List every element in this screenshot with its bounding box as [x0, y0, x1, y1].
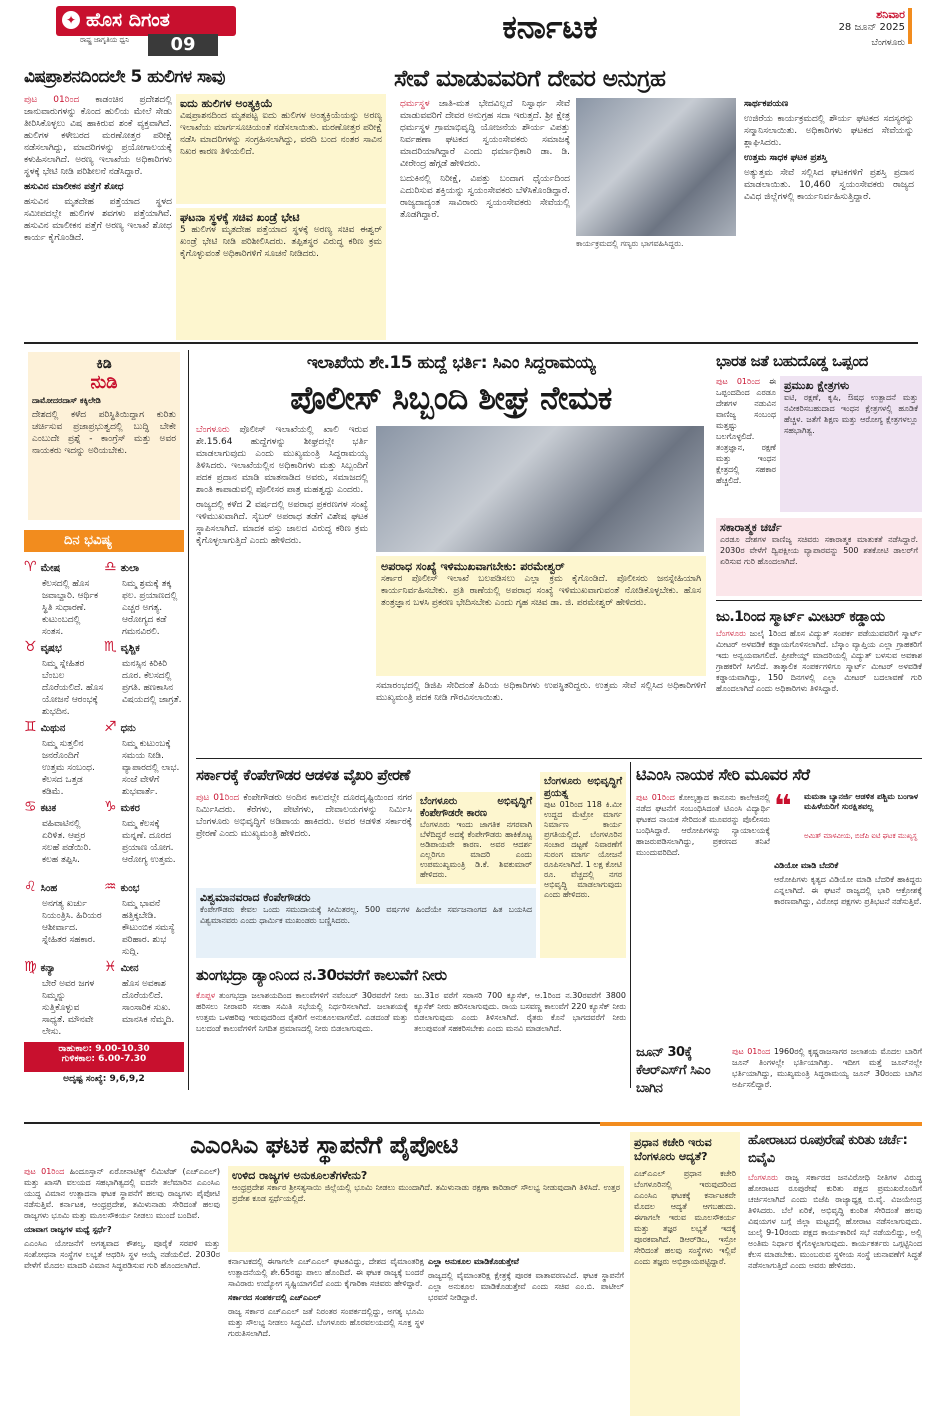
kempegowda-dateline: ಪುಟ 01ರಿಂದ	[196, 793, 240, 803]
meter-headline: ಜು.1ರಿಂದ ಸ್ಮಾರ್ಟ್ ಮೀಟರ್ ಕಡ್ಡಾಯ	[716, 609, 885, 625]
kidi-author: ದಾಮೋದರದಾಸ್ ಕಕ್ಕಿಲೇಡಿ	[32, 396, 101, 405]
tiger-body: ಕಾಡಂಚಿನ ಪ್ರದೇಶದಲ್ಲಿ ಜಾನುವಾರುಗಳನ್ನು ಕೊಂದ ಹುಲಿಯ ಮೇಲೆ ಸೇಡು ತೀರಿಸಿಕೊಳ್ಳಲು ವಿಷ ಹಾಕಿರುವ ಶಂಕೆ ವ್ಯಕ್ತವಾಗಿದೆ. ಹುಲಿಗಳ ಕಳೇಬರದ ಮರಣೋತ್ತರ ಪರೀಕ್ಷೆ ನಡೆಸಲಾಗಿದ್ದು, ಮಾದರಿಗಳನ್ನು ಪ್ರಯೋಗಾಲಯಕ್ಕೆ ಕಳುಹಿಸಲಾಗಿದೆ. ಅರಣ್ಯ ಇಲಾಖೆಯ ಅಧಿಕಾರಿಗಳು ಸ್ಥಳಕ್ಕೆ ಭೇಟಿ ನೀಡಿ ಪರಿಶೀಲನೆ ನಡೆಸಿದ್ದಾರೆ.	[24, 95, 172, 177]
emc-box-title: ಉಳಿದ ರಾಜ್ಯಗಳ ಅನುಕೂಲತೆಗಳೇನು?	[232, 1169, 368, 1182]
sign-sagittarius: ♐ ಧನು ನಿಮ್ಮ ಕುಟುಂಬಕ್ಕೆ ಸಮಯ ನೀಡಿ. ವ್ಯಾಪಾರದಲ್ಲಿ ಲಾಭ. ಸಂಜೆ ವೇಳೆಗೆ ಶುಭವಾರ್ತೆ.	[104, 719, 180, 796]
seva-photo-caption	[576, 238, 736, 338]
seva-body2: ಬದುಕಿನಲ್ಲಿ ನಿರೀಕ್ಷೆ, ವಿಪತ್ತು ಬಂದಾಗ ಧೈರ್ಯದಿಂದ ಎದುರಿಸುವ ಶಕ್ತಿಯನ್ನು ಸ್ವಯಂಸೇವಕರು ಬೆಳೆಸಿಕೊಂಡಿದ್ದಾರೆ. ರಾಜ್ಯದಾದ್ಯಂತ ಸಾವಿರಾರು ಸ್ವಯಂಸೇವಕರು ಸೇವೆಯಲ್ಲಿ ತೊಡಗಿದ್ದಾರೆ.	[400, 174, 570, 220]
seva-subhead1: ಸಾರ್ಥಕಪಯಣ	[744, 99, 789, 109]
tungabhadra-dateline: ಕೊಪ್ಪಳ	[196, 991, 216, 1000]
bharat-box-sectors	[780, 376, 922, 512]
emc-body2: ಎಎಂಸಿಎ ಯೋಜನೆಗೆ ಅಗತ್ಯವಾದ ಕೌಶಲ್ಯ, ಪೂರೈಕೆ ಸರಪಳಿ ಮತ್ತು ಸಂಶೋಧನಾ ಸಂಸ್ಥೆಗಳ ಲಭ್ಯತೆ ಆಧರಿಸಿ ಸ್ಥಳ ಆಯ್ಕೆ ನಡೆಯಲಿದೆ. 2030ರ ವೇಳೆಗೆ ಮೊದಲ ಮಾದರಿ ವಿಮಾನ ಸಿದ್ಧಪಡಿಸುವ ಗುರಿ ಹೊಂದಲಾಗಿದೆ.	[24, 1239, 220, 1270]
tungabhadra-story	[196, 962, 626, 1090]
horoscope-block	[24, 530, 184, 1090]
tungabhadra-body: ತುಂಗಭದ್ರಾ ಜಲಾಶಯದಿಂದ ಕಾಲುವೆಗಳಿಗೆ ನವೆಂಬರ್ 30ರವರೆಗೆ ನೀರು ಹರಿಸಲು ನೀರಾವರಿ ಸಲಹಾ ಸಮಿತಿ ಸಭೆಯಲ್ಲಿ ನಿರ್ಧರಿಸಲಾಗಿದೆ. ಜಲಾಶಯಕ್ಕೆ ಉತ್ತಮ ಒಳಹರಿವು ಇರುವುದರಿಂದ ರೈತರಿಗೆ ಅನುಕೂಲವಾಗಲಿದೆ. ಎಡದಂಡೆ ಮತ್ತು ಬಲದಂಡೆ ಕಾಲುವೆಗಳಿಗೆ ನಿಗದಿತ ಪ್ರಮಾಣದಲ್ಲಿ ನೀರು ಬಿಡಲಾಗುವುದು.	[196, 991, 408, 1033]
meter-text	[716, 628, 922, 694]
kempegowda-box-vishwa	[196, 888, 536, 958]
police-box-title: ಅಪರಾಧ ಸಂಖ್ಯೆ ಇಳಿಮುಖವಾಗಬೇಕು: ಪರಮೇಶ್ವರ್	[381, 560, 565, 573]
bharat-box1-title: ಪ್ರಮುಖ ಕ್ಷೇತ್ರಗಳು	[784, 379, 850, 392]
lamp-icon: ✦	[62, 11, 80, 29]
sign-gemini: ♊ ಮಿಥುನ ನಿಮ್ಮ ಸುತ್ತಲಿನ ಜನರೊಂದಿಗೆ ಉತ್ತಮ ಸಂಬಂಧ. ಕೆಲಸದ ಒತ್ತಡ ಕಡಿಮೆ.	[24, 719, 95, 796]
rahukala-box	[24, 1042, 184, 1072]
kidi-label2: ನುಡಿ	[90, 372, 118, 393]
police-photo	[376, 426, 704, 552]
divider-bharat	[716, 600, 922, 601]
tmc-col1	[636, 792, 770, 1038]
issue-city: ಬೆಂಗಳೂರು	[871, 38, 905, 48]
emc-story	[24, 1128, 624, 1418]
tungabhadra-col1	[196, 990, 408, 1090]
hq-story	[630, 1132, 740, 1416]
horoscope-grid	[24, 556, 184, 1036]
bharat-col1	[716, 376, 776, 516]
leo-icon: ♌	[24, 879, 37, 895]
kempegowda-headline: ಸರ್ಕಾರಕ್ಕೆ ಕೆಂಪೇಗೌಡರ ಆಡಳಿತ ವೈಖರಿ ಪ್ರೇರಣೆ	[196, 766, 410, 784]
bharat-dateline: ಪುಟ 01ರಿಂದ	[716, 377, 760, 386]
tmc-quote-box	[774, 792, 922, 856]
divider-bottom-accent	[600, 1122, 922, 1126]
emc-subhead3: ಎಲ್ಲಾ ಅನುಕೂಲ ಮಾಡಿಕೊಡುತ್ತೇವೆ	[428, 1257, 519, 1266]
tmc-col2	[774, 860, 922, 1038]
scorpio-icon: ♏	[104, 639, 117, 655]
kempegowda-col1	[196, 792, 412, 884]
emc-dateline: ಪುಟ 01ರಿಂದ	[24, 1167, 65, 1176]
tmc-body2: ಆರೋಪಿಗಳು ಕೃತ್ಯದ ವಿಡಿಯೋ ಮಾಡಿ ಬೆದರಿಕೆ ಹಾಕಿದ್ದರು ಎನ್ನಲಾಗಿದೆ. ಈ ಘಟನೆ ರಾಜ್ಯದಲ್ಲಿ ಭಾರಿ ಆಕ್ರೋಶಕ್ಕೆ ಕಾರಣವಾಗಿದ್ದು, ವಿರೋಧ ಪಕ್ಷಗಳು ಪ್ರತಿಭಟನೆ ನಡೆಸುತ್ತಿವೆ.	[774, 875, 922, 906]
kempegowda-box2-title: ವಿಶ್ವಮಾನವರಾದ ಕೆಂಪೇಗೌಡರು	[200, 891, 311, 904]
aries-icon: ♈	[24, 559, 37, 575]
meter-dateline: ಬೆಂಗಳೂರು	[716, 629, 746, 638]
tmc-body: ಕೋಲ್ಕತ್ತಾದ ಕಾನೂನು ಕಾಲೇಜಿನಲ್ಲಿ ನಡೆದ ಘಟನೆಗೆ ಸಂಬಂಧಿಸಿದಂತೆ ಟಿಎಂಸಿ ವಿದ್ಯಾರ್ಥಿ ಘಟಕದ ನಾಯಕ ಸೇರಿದಂತೆ ಮೂವರನ್ನು ಪೊಲೀಸರು ಬಂಧಿಸಿದ್ದಾರೆ. ಆರೋಪಿಗಳನ್ನು ನ್ಯಾಯಾಲಯಕ್ಕೆ ಹಾಜರುಪಡಿಸಲಾಗಿದ್ದು, ಪ್ರಕರಣದ ತನಿಖೆ ಮುಂದುವರಿದಿದೆ.	[636, 793, 770, 857]
june30-dateline: ಪುಟ 01ರಿಂದ	[732, 1047, 771, 1056]
protest-dateline: ಬೆಂಗಳೂರು	[748, 1173, 778, 1182]
taurus-icon: ♉	[24, 639, 37, 655]
divider-right-col	[630, 762, 631, 1088]
sagittarius-icon: ♐	[104, 719, 117, 735]
sign-aquarius: ♒ ಕುಂಭ ನಿಮ್ಮ ಭಾವನೆ ಹತ್ತಿಕ್ಕಬೇಡಿ. ಕೌಟುಂಬಿಕ ಸಮಸ್ಯೆ ಪರಿಹಾರ. ಶುಭ ಸುದ್ದಿ.	[104, 879, 175, 956]
kempegowda-box-progress	[540, 772, 626, 958]
kempegowda-box3-body: ಪುಟ 01ರಿಂದ 118 ಕಿ.ಮೀ ಉದ್ದದ ಮೆಟ್ರೋ ಮಾರ್ಗ ನಿರ್ಮಾಣ ಕಾರ್ಯ ಪ್ರಗತಿಯಲ್ಲಿದೆ. ಬೆಂಗಳೂರಿನ ಸಂಚಾರ ದಟ್ಟಣೆ ನಿವಾರಣೆಗೆ ಸುರಂಗ ಮಾರ್ಗ ಯೋಜನೆ ರೂಪಿಸಲಾಗಿದೆ. 1 ಲಕ್ಷ ಕೋಟಿ ರೂ. ವೆಚ್ಚದಲ್ಲಿ ನಗರ ಅಭಿವೃದ್ಧಿ ಮಾಡಲಾಗುವುದು ಎಂದು ಹೇಳಿದರು.	[544, 800, 622, 899]
police-box-body: ಸರ್ಕಾರ ಪೊಲೀಸ್ ಇಲಾಖೆ ಬಲಪಡಿಸಲು ಎಲ್ಲಾ ಕ್ರಮ ಕೈಗೊಂಡಿದೆ. ಪೊಲೀಸರು ಜನಸ್ನೇಹಿಯಾಗಿ ಕಾರ್ಯನಿರ್ವಹಿಸಬೇಕು. ಪ್ರತಿ ಠಾಣೆಯಲ್ಲಿ ಅಪರಾಧ ಸಂಖ್ಯೆ ಇಳಿಮುಖವಾಗುವಂತೆ ನೋಡಿಕೊಳ್ಳಬೇಕು. ಹೊಸ ತಂತ್ರಜ್ಞಾನ ಬಳಸಿ ಪ್ರಕರಣ ಭೇದಿಸಬೇಕು ಎಂದು ಗೃಹ ಸಚಿವ ಡಾ. ಜಿ. ಪರಮೇಶ್ವರ್ ಹೇಳಿದರು.	[381, 574, 701, 608]
divider-top	[24, 342, 918, 344]
seva-col3	[744, 98, 914, 338]
june30-headline: ಜೂನ್ 30ಕ್ಕೆ ಕೆಆರ್‌ಎಸ್‌ಗೆ ಸಿಎಂ ಬಾಗಿನ	[636, 1045, 711, 1096]
police-dateline: ಬೆಂಗಳೂರು	[196, 425, 230, 435]
emc-col2	[228, 1256, 424, 1418]
tiger-box2-body: 5 ಹುಲಿಗಳ ಮೃತದೇಹ ಪತ್ತೆಯಾದ ಸ್ಥಳಕ್ಕೆ ಅರಣ್ಯ ಸಚಿವ ಈಶ್ವರ್ ಖಂಡ್ರೆ ಭೇಟಿ ನೀಡಿ ಪರಿಶೀಲಿಸಿದರು. ತಪ್ಪಿತಸ್ಥರ ವಿರುದ್ಧ ಕಠಿಣ ಕ್ರಮ ಕೈಗೊಳ್ಳುವಂತೆ ಅಧಿಕಾರಿಗಳಿಗೆ ಸೂಚನೆ ನೀಡಿದರು.	[180, 225, 382, 259]
kempegowda-story	[196, 762, 626, 958]
police-box-parameshwar	[376, 556, 706, 676]
kempegowda-box3-title: ಬೆಂಗಳೂರು ಅಭಿವೃದ್ಧಿಗೆ ಪ್ರಯತ್ನ	[544, 776, 622, 799]
tiger-box1-title: ಐದು ಹುಲಿಗಳ ಅಂತ್ಯಕ್ರಿಯೆ	[180, 97, 273, 110]
seva-body3: ಉಜಿರೆಯ ಕಾರ್ಯಕ್ರಮದಲ್ಲಿ ಶೌರ್ಯ ಘಟಕದ ಸದಸ್ಯರನ್ನು ಸನ್ಮಾನಿಸಲಾಯಿತು. ಅಧಿಕಾರಿಗಳು ಘಟಕದ ಸೇವೆಯನ್ನು ಶ್ಲಾಘಿಸಿದರು.	[744, 114, 914, 148]
police-col-bottom	[376, 680, 706, 750]
bharat-box1-body: ಐಟಿ, ರಕ್ಷಣೆ, ಕೃಷಿ, ಔಷಧ ಉತ್ಪಾದನೆ ಮತ್ತು ನವೀಕರಿಸಬಹುದಾದ ಇಂಧನ ಕ್ಷೇತ್ರಗಳಲ್ಲಿ ಹೂಡಿಕೆ ಹೆಚ್ಚಳ. ಜತೆಗೆ ಶಿಕ್ಷಣ ಮತ್ತು ಆರೋಗ್ಯ ಕ್ಷೇತ್ರಗಳಲ್ಲೂ ಸಹಭಾಗಿತ್ವ.	[784, 393, 918, 435]
protest-body: ರಾಜ್ಯ ಸರ್ಕಾರದ ಜನವಿರೋಧಿ ನೀತಿಗಳ ವಿರುದ್ಧ ಹೋರಾಟದ ರೂಪುರೇಷೆ ಕುರಿತು ಪಕ್ಷದ ಪ್ರಮುಖರೊಂದಿಗೆ ಚರ್ಚಿಸಲಾಗಿದೆ ಎಂದು ಬಿಜೆಪಿ ರಾಜ್ಯಾಧ್ಯಕ್ಷ ಬಿ.ವೈ. ವಿಜಯೇಂದ್ರ ತಿಳಿಸಿದರು. ಬೆಲೆ ಏರಿಕೆ, ಅಭಿವೃದ್ಧಿ ಕುಂಠಿತ ಸೇರಿದಂತೆ ಹಲವು ವಿಷಯಗಳ ಬಗ್ಗೆ ಜಿಲ್ಲಾ ಮಟ್ಟದಲ್ಲಿ ಹೋರಾಟ ನಡೆಸಲಾಗುವುದು. ಜುಲೈ 9-10ರಂದು ಪಕ್ಷದ ಕಾರ್ಯಕಾರಿಣಿ ಸಭೆ ನಡೆಯಲಿದ್ದು, ಅಲ್ಲಿ ಅಂತಿಮ ನಿರ್ಧಾರ ಕೈಗೊಳ್ಳಲಾಗುವುದು. ಕಾರ್ಯಕರ್ತರು ಒಗ್ಗಟ್ಟಿನಿಂದ ಕೆಲಸ ಮಾಡಬೇಕು. ಮುಂಬರುವ ಸ್ಥಳೀಯ ಸಂಸ್ಥೆ ಚುನಾವಣೆಗೆ ಸಿದ್ಧತೆ ನಡೆಸಲಾಗುತ್ತಿದೆ ಎಂದು ಅವರು ಹೇಳಿದರು.	[748, 1173, 922, 1270]
rahukala: ರಾಹುಕಾಲ: 9.00-10.30	[58, 1044, 150, 1054]
june30-story	[636, 1044, 922, 1120]
pisces-icon: ♓	[104, 959, 117, 975]
police-body2: ರಾಜ್ಯದಲ್ಲಿ ಕಳೆದ 2 ವರ್ಷದಲ್ಲಿ ಅಪರಾಧ ಪ್ರಕರಣಗಳ ಸಂಖ್ಯೆ ಇಳಿಮುಖವಾಗಿದೆ. ಸೈಬರ್ ಅಪರಾಧ ತಡೆಗೆ ವಿಶೇಷ ಘಟಕ ಸ್ಥಾಪಿಸಲಾಗಿದೆ. ಮಾದಕ ವಸ್ತು ಜಾಲದ ವಿರುದ್ಧ ಕಠಿಣ ಕ್ರಮ ಕೈಗೊಳ್ಳಲಾಗುತ್ತಿದೆ ಎಂದು ಹೇಳಿದರು.	[196, 500, 368, 546]
sign-taurus: ♉ ವೃಷಭ ನಿಮ್ಮ ಸ್ನೇಹಿತರ ಬೆಂಬಲ ದೊರೆಯಲಿದೆ. ಹೊಸ ಯೋಜನೆ ಆರಂಭಕ್ಕೆ ಶುಭದಿನ.	[24, 639, 104, 716]
sign-cancer: ♋ ಕಟಕ ವಹಿವಾಟಿನಲ್ಲಿ ಏರಿಳಿತ. ಆಪ್ತರ ಸಲಹೆ ಪಡೆಯಿರಿ. ಕಲಹ ತಪ್ಪಿಸಿ.	[24, 799, 92, 865]
bharat-headline: ಭಾರತ ಜತೆ ಬಹುದೊಡ್ಡ ಒಪ್ಪಂದ	[716, 352, 868, 370]
kempegowda-box2-body: ಕೆಂಪೇಗೌಡರು ಕೇವಲ ಒಂದು ಸಮುದಾಯಕ್ಕೆ ಸೀಮಿತರಲ್ಲ. 500 ವರ್ಷಗಳ ಹಿಂದೆಯೇ ಸರ್ವಜನಾಂಗದ ಹಿತ ಬಯಸಿದ ವಿಶ್ವಮಾನವರು ಎಂದು ಧಾರ್ಮಿಕ ಮುಖಂಡರು ಬಣ್ಣಿಸಿದರು.	[200, 905, 532, 925]
seva-headline: ಸೇವೆ ಮಾಡುವವರಿಗೆ ದೇವರ ಅನುಗ್ರಹ	[394, 66, 666, 92]
protest-headline: ಹೋರಾಟದ ರೂಪುರೇಷೆ ಕುರಿತು ಚರ್ಚೆ: ಬಿವೈವಿ	[748, 1133, 908, 1166]
kempegowda-box1-title: ಬೆಂಗಳೂರು ಅಭಿವೃದ್ಧಿಗೆ ಕೆಂಪೇಗೌಡರೇ ಕಾರಣ	[420, 796, 532, 819]
quote-icon: ❝	[774, 792, 792, 824]
tiger-box-funeral	[176, 94, 386, 204]
emc-subhead2: ಸರ್ಕಾರದ ಸಂಪರ್ಕದಲ್ಲಿ ಎಚ್‌ಎಎಲ್	[228, 1293, 321, 1302]
kidi-body: ದೇಶದಲ್ಲಿ ಕಳೆದ ಪರಿಸ್ಥಿತಿಯಿದ್ದಾಗ ಕುರಿತು ಚರ್ಚಿಸುವ ಪ್ರಜಾಪ್ರಭುತ್ವದಲ್ಲಿ ಬುದ್ಧಿ ಬೇಕೇ ಎಂಬುದೇ ಪ್ರಶ್ನೆ - ಕಾಂಗ್ರೆಸ್ ಮತ್ತು ಅವರ ನಾಯಕರು ಇದನ್ನು ಅರಿಯಬೇಕು.	[32, 410, 176, 456]
tiger-headline: ವಿಷಪ್ರಾಶನದಿಂದಲೇ 5 ಹುಲಿಗಳ ಸಾವು	[24, 67, 225, 87]
hq-body: ಎಚ್‌ಎಎಲ್ ಪ್ರಧಾನ ಕಚೇರಿ ಬೆಂಗಳೂರಿನಲ್ಲಿ ಇರುವುದರಿಂದ ಎಎಂಸಿಎ ಘಟಕಕ್ಕೆ ಕರ್ನಾಟಕವೇ ಮೊದಲ ಆದ್ಯತೆ ಆಗಬಹುದು. ಈಗಾಗಲೇ ಇರುವ ಮೂಲಸೌಕರ್ಯ ಮತ್ತು ತಜ್ಞರ ಲಭ್ಯತೆ ಇದಕ್ಕೆ ಪೂರಕವಾಗಿದೆ. ಡಿಆರ್‌ಡಿಒ, ಇಸ್ರೋ ಸೇರಿದಂತೆ ಹಲವು ಸಂಸ್ಥೆಗಳು ಇಲ್ಲಿವೆ ಎಂದು ತಜ್ಞರು ಅಭಿಪ್ರಾಯಪಟ್ಟಿದ್ದಾರೆ.	[634, 1169, 736, 1266]
police-body: ಪೊಲೀಸ್ ಇಲಾಖೆಯಲ್ಲಿ ಖಾಲಿ ಇರುವ ಶೇ.15.64 ಹುದ್ದೆಗಳನ್ನು ಶೀಘ್ರದಲ್ಲೇ ಭರ್ತಿ ಮಾಡಲಾಗುವುದು ಎಂದು ಮುಖ್ಯಮಂತ್ರಿ ಸಿದ್ದರಾಮಯ್ಯ ತಿಳಿಸಿದರು. ಇಲಾಖೆಯಲ್ಲಿನ ಅಧಿಕಾರಿಗಳು ಮತ್ತು ಸಿಬ್ಬಂದಿಗೆ ಪದಕ ಪ್ರದಾನ ಮಾಡಿ ಮಾತನಾಡಿದ ಅವರು, ಸಮಾಜದಲ್ಲಿ ಶಾಂತಿ ಕಾಪಾಡುವಲ್ಲಿ ಪೊಲೀಸರ ಪಾತ್ರ ಮಹತ್ವದ್ದು ಎಂದರು.	[196, 425, 368, 495]
june30-body: 1960ರಲ್ಲಿ ಕೃಷ್ಣರಾಜಸಾಗರ ಜಲಾಶಯ ಮೊದಲ ಬಾರಿಗೆ ಜೂನ್ ತಿಂಗಳಲ್ಲೇ ಭರ್ತಿಯಾಗಿತ್ತು. ಇದೀಗ ಮತ್ತೆ ಜೂನ್‌ನಲ್ಲೇ ಭರ್ತಿಯಾಗಿದ್ದು, ಮುಖ್ಯಮಂತ್ರಿ ಸಿದ್ದರಾಮಯ್ಯ ಜೂನ್ 30ರಂದು ಬಾಗಿನ ಅರ್ಪಿಸಲಿದ್ದಾರೆ.	[732, 1047, 922, 1089]
kempegowda-box-bengaluru	[416, 792, 536, 884]
page-number: 09	[148, 34, 218, 56]
kempegowda-box1-body: ಬೆಂಗಳೂರು ಇಂದು ಜಾಗತಿಕ ನಗರವಾಗಿ ಬೆಳೆದಿದ್ದರೆ ಅದಕ್ಕೆ ಕೆಂಪೇಗೌಡರು ಹಾಕಿಕೊಟ್ಟ ಅಡಿಪಾಯವೇ ಕಾರಣ. ಅವರ ಆದರ್ಶ ಎಲ್ಲರಿಗೂ ಮಾದರಿ ಎಂದು ಉಪಮುಖ್ಯಮಂತ್ರಿ ಡಿ.ಕೆ. ಶಿವಕುಮಾರ್ ಹೇಳಿದರು.	[420, 820, 532, 879]
tiger-box2-title: ಘಟನಾ ಸ್ಥಳಕ್ಕೆ ಸಚಿವ ಖಂಡ್ರೆ ಭೇಟಿ	[180, 211, 300, 224]
tmc-dateline: ಪುಟ 01ರಿಂದ	[636, 793, 675, 802]
bharat-box-positive	[716, 518, 922, 596]
aquarius-icon: ♒	[104, 879, 117, 895]
sign-pisces: ♓ ಮೀನ ಹೊಸ ಅವಕಾಶ ದೊರೆಯಲಿದೆ. ಸಾಂಸಾರಿಕ ಸುಖ. ಮಾನಸಿಕ ನೆಮ್ಮದಿ.	[104, 959, 175, 1025]
sign-virgo: ♍ ಕನ್ಯಾ ಬೇರೆ ಅವರ ಜಗಳ ನಿಮ್ಮನ್ನು ಸುತ್ತಿಕೊಳ್ಳುವ ಸಾಧ್ಯತೆ. ಮೌನವೇ ಲೇಸು.	[24, 959, 95, 1036]
tiger-body-col	[24, 94, 172, 340]
masthead-accent	[908, 8, 912, 44]
tungabhadra-body2: ಜು.31ರ ವರೆಗೆ ಸರಾಸರಿ 700 ಕ್ಯೂಸೆಕ್, ಆ.1ರಿಂದ ನ.30ರವರೆಗೆ 3800 ಕ್ಯೂಸೆಕ್ ನೀರು ಹರಿಸಲಾಗುವುದು. ರಾಯ ಬಸವಣ್ಣ ಕಾಲುವೆಗೆ 220 ಕ್ಯೂಸೆಕ್ ನೀರು ಬಿಡಲಾಗುವುದು ಎಂದು ತಿಳಿಸಲಾಗಿದೆ. ರೈತರು ಕೊನೆ ಭಾಗದವರೆಗೆ ನೀರು ತಲುಪುವಂತೆ ಸಹಕರಿಸಬೇಕು ಎಂದು ಮನವಿ ಮಾಡಲಾಗಿದೆ.	[414, 991, 626, 1033]
sign-capricorn: ♑ ಮಕರ ನಿಮ್ಮ ಕೆಲಸಕ್ಕೆ ಮನ್ನಣೆ. ದೂರದ ಪ್ರಯಾಣ ಯೋಗ. ಆರೋಗ್ಯ ಉತ್ತಮ.	[104, 799, 176, 865]
lucky-number: ಅದೃಷ್ಟ ಸಂಖ್ಯೆ: 9,6,9,2	[63, 1074, 145, 1084]
emc-subhead: ಯಾವಾಗ ರಾಜ್ಯಗಳ ಮಧ್ಯೆ ಸ್ಪರ್ಧೆ?	[24, 1225, 112, 1234]
divider-left-col	[188, 350, 189, 1090]
protest-text	[748, 1172, 922, 1271]
emc-body: ಹಿಂದೂಸ್ತಾನ್ ಏರೋನಾಟಿಕ್ಸ್ ಲಿಮಿಟೆಡ್ (ಎಚ್‌ಎಎಲ್) ಮತ್ತು ಖಾಸಗಿ ವಲಯದ ಸಹಭಾಗಿತ್ವದಲ್ಲಿ ಐದನೇ ತಲೆಮಾರಿನ ಎಎಂಸಿಎ ಯುದ್ಧ ವಿಮಾನ ಉತ್ಪಾದನಾ ಘಟಕ ಸ್ಥಾಪನೆಗೆ ಹಲವು ರಾಜ್ಯಗಳು ಪೈಪೋಟಿ ನಡೆಸುತ್ತಿವೆ. ಕರ್ನಾಟಕ, ಆಂಧ್ರಪ್ರದೇಶ, ತಮಿಳುನಾಡು ಸೇರಿದಂತೆ ಹಲವು ರಾಜ್ಯಗಳು ಭೂಮಿ ಮತ್ತು ಮೂಲಸೌಕರ್ಯ ನೀಡಲು ಮುಂದೆ ಬಂದಿವೆ.	[24, 1167, 220, 1220]
seva-body4: ಅತ್ಯುತ್ತಮ ಸೇವೆ ಸಲ್ಲಿಸಿದ ಘಟಕಗಳಿಗೆ ಪ್ರಶಸ್ತಿ ಪ್ರದಾನ ಮಾಡಲಾಯಿತು. 10,460 ಸ್ವಯಂಸೇವಕರು ರಾಜ್ಯದ ವಿವಿಧ ಜಿಲ್ಲೆಗಳಲ್ಲಿ ಕಾರ್ಯನಿರ್ವಹಿಸುತ್ತಿದ್ದಾರೆ.	[744, 168, 914, 202]
emc-box-body: ಆಂಧ್ರಪ್ರದೇಶ ಸರ್ಕಾರ ಶ್ರೀಸತ್ಯಸಾಯಿ ಜಿಲ್ಲೆಯಲ್ಲಿ ಭೂಮಿ ನೀಡಲು ಮುಂದಾಗಿದೆ. ತಮಿಳುನಾಡು ರಕ್ಷಣಾ ಕಾರಿಡಾರ್ ಸೌಲಭ್ಯ ನೀಡುವುದಾಗಿ ತಿಳಿಸಿದೆ. ಉತ್ತರ ಪ್ರದೇಶ ಕೂಡ ಸ್ಪರ್ಧೆಯಲ್ಲಿದೆ.	[232, 1183, 620, 1203]
virgo-icon: ♍	[24, 959, 37, 975]
seva-photo	[576, 98, 736, 236]
divider-bottom	[24, 1122, 624, 1124]
seva-dateline: ಧರ್ಮಸ್ಥಳ	[400, 99, 430, 109]
police-col1	[196, 424, 368, 750]
logo-tagline: ರಾಷ್ಟ್ರ ಜಾಗೃತಿಯ ಧ್ವನಿ	[80, 36, 130, 44]
bharat-body: ಈ ಒಪ್ಪಂದದಿಂದ ಎರಡೂ ದೇಶಗಳ ನಡುವಿನ ವಾಣಿಜ್ಯ ಸಂಬಂಧ ಮತ್ತಷ್ಟು ಬಲಗೊಳ್ಳಲಿದೆ. ತಂತ್ರಜ್ಞಾನ, ರಕ್ಷಣೆ ಮತ್ತು ಇಂಧನ ಕ್ಷೇತ್ರದಲ್ಲಿ ಸಹಕಾರ ಹೆಚ್ಚಲಿದೆ.	[716, 377, 776, 485]
seva-body: ಜಾತಿ-ಮತ ಭೇದವಿಲ್ಲದೆ ನಿಸ್ವಾರ್ಥ ಸೇವೆ ಮಾಡುವವರಿಗೆ ದೇವರ ಅನುಗ್ರಹ ಸದಾ ಇರುತ್ತದೆ. ಶ್ರೀ ಕ್ಷೇತ್ರ ಧರ್ಮಸ್ಥಳ ಗ್ರಾಮಾಭಿವೃದ್ಧಿ ಯೋಜನೆಯ ಶೌರ್ಯ ವಿಪತ್ತು ನಿರ್ವಹಣಾ ಘಟಕದ ಸ್ವಯಂಸೇವಕರು ಸಮಾಜಕ್ಕೆ ಮಾದರಿಯಾಗಿದ್ದಾರೆ ಎಂದು ಧರ್ಮಾಧಿಕಾರಿ ಡಾ. ಡಿ. ವೀರೇಂದ್ರ ಹೆಗ್ಗಡೆ ಹೇಳಿದರು.	[400, 99, 570, 169]
tmc-subhead: ವಿಡಿಯೋ ಮಾಡಿ ಬೆದರಿಕೆ	[774, 861, 839, 870]
emc-headline: ಎಎಂಸಿಎ ಘಟಕ ಸ್ಥಾಪನೆಗೆ ಪೈಪೋಟಿ	[190, 1131, 458, 1159]
masthead	[0, 0, 945, 58]
tiger-subhead: ಹಸುವಿನ ಮಾಲೀಕನ ಪತ್ತೆಗೆ ಶೋಧ	[24, 182, 124, 192]
tungabhadra-headline: ತುಂಗಭದ್ರಾ ಡ್ಯಾಂನಿಂದ ನ.30ರವರೆಗೆ ಕಾಲುವೆಗೆ ನೀರು	[196, 966, 447, 984]
logo-block	[56, 6, 236, 36]
tmc-quote-author: ಅಮಿತ್ ಮಾಳವೀಯ, ಬಿಜೆಪಿ ಐಟಿ ಘಟಕ ಮುಖ್ಯಸ್ಥ	[804, 832, 918, 840]
police-headline: ಪೊಲೀಸ್ ಸಿಬ್ಬಂದಿ ಶೀಘ್ರ ನೇಮಕ	[290, 379, 612, 417]
sign-aries: ♈ ಮೇಷ ಕೆಲಸದಲ್ಲಿ ಹೊಸ ಜವಾಬ್ದಾರಿ. ಆರ್ಥಿಕ ಸ್ಥಿತಿ ಸುಧಾರಣೆ. ಕುಟುಂಬದಲ್ಲಿ ಸಂತಸ.	[24, 559, 99, 636]
tmc-quote: ಮಮತಾ ಬ್ಯಾನರ್ಜಿ ಆಡಳಿತ ಪಶ್ಚಿಮ ಬಂಗಾಳ ಮಹಿಳೆಯರಿಗೆ ಸುರಕ್ಷಿತವಲ್ಲ	[804, 792, 919, 811]
gemini-icon: ♊	[24, 719, 37, 735]
emc-col3	[428, 1256, 624, 1418]
emc-col1	[24, 1166, 220, 1418]
meter-story	[716, 606, 922, 756]
bharat-box2-title: ಸಕಾರಾತ್ಮಕ ಚರ್ಚೆ	[720, 521, 782, 534]
cancer-icon: ♋	[24, 799, 37, 815]
seva-caption: ಕಾರ್ಯಕ್ರಮದಲ್ಲಿ ಗಣ್ಯರು ಭಾಗವಹಿಸಿದ್ದರು.	[576, 239, 684, 248]
tiger-body2: ಹಸುವಿನ ಮೃತದೇಹ ಪತ್ತೆಯಾದ ಸ್ಥಳದ ಸಮೀಪದಲ್ಲೇ ಹುಲಿಗಳ ಶವಗಳು ಪತ್ತೆಯಾಗಿವೆ. ಹಸುವಿನ ಮಾಲೀಕನ ಪತ್ತೆಗೆ ಅರಣ್ಯ ಇಲಾಖೆ ಶೋಧ ಕಾರ್ಯ ಕೈಗೊಂಡಿದೆ.	[24, 197, 172, 243]
issue-date: 28 ಜೂನ್ 2025	[838, 22, 905, 33]
protest-story	[748, 1132, 922, 1418]
tmc-story	[636, 762, 922, 1038]
tiger-box1-body: ವಿಷಪ್ರಾಶನದಿಂದ ಮೃತಪಟ್ಟ ಐದು ಹುಲಿಗಳ ಅಂತ್ಯಕ್ರಿಯೆಯನ್ನು ಅರಣ್ಯ ಇಲಾಖೆಯ ಮಾರ್ಗಸೂಚಿಯಂತೆ ನಡೆಸಲಾಯಿತು. ಮರಣೋತ್ತರ ಪರೀಕ್ಷೆ ನಡೆಸಿ ಮಾದರಿಗಳನ್ನು ಸಂಗ್ರಹಿಸಲಾಗಿದ್ದು, ವರದಿ ಬಂದ ನಂತರ ಸಾವಿನ ನಿಖರ ಕಾರಣ ತಿಳಿಯಲಿದೆ.	[180, 111, 382, 157]
seva-story	[394, 62, 918, 340]
emc-body3: ಕರ್ನಾಟಕದಲ್ಲಿ ಈಗಾಗಲೇ ಎಚ್‌ಎಎಲ್ ಘಟಕವಿದ್ದು, ದೇಶದ ವೈಮಾಂತರಿಕ್ಷ ಉತ್ಪಾದನೆಯಲ್ಲಿ ಶೇ.65ರಷ್ಟು ಪಾಲು ಹೊಂದಿದೆ. ಈ ಘಟಕ ರಾಜ್ಯಕ್ಕೆ ಬಂದರೆ ಸಾವಿರಾರು ಉದ್ಯೋಗ ಸೃಷ್ಟಿಯಾಗಲಿದೆ ಎಂದು ಕೈಗಾರಿಕಾ ಸಚಿವರು ಹೇಳಿದ್ದಾರೆ.	[228, 1257, 424, 1288]
tmc-headline: ಟಿಎಂಸಿ ನಾಯಕ ಸೇರಿ ಮೂವರ ಸೆರೆ	[636, 765, 810, 784]
sign-libra: ♎ ತುಲಾ ನಿಮ್ಮ ಶ್ರಮಕ್ಕೆ ತಕ್ಕ ಫಲ. ಪ್ರಯಾಣದಲ್ಲಿ ಎಚ್ಚರ ಅಗತ್ಯ. ಆರೋಗ್ಯದ ಕಡೆ ಗಮನವಿರಲಿ.	[104, 559, 178, 636]
june30-text	[732, 1046, 922, 1118]
bharat-box2-body: ಎರಡೂ ದೇಶಗಳ ವಾಣಿಜ್ಯ ಸಚಿವರು ಸಕಾರಾತ್ಮಕ ಮಾತುಕತೆ ನಡೆಸಿದ್ದಾರೆ. 2030ರ ವೇಳೆಗೆ ದ್ವಿಪಕ್ಷೀಯ ವ್ಯಾಪಾರವನ್ನು 500 ಶತಕೋಟಿ ಡಾಲರ್‌ಗೆ ಏರಿಸುವ ಗುರಿ ಹೊಂದಲಾಗಿದೆ.	[720, 535, 918, 566]
kempegowda-body: ಕೆಂಪೇಗೌಡರು ಅಂದಿನ ಕಾಲದಲ್ಲೇ ದೂರದೃಷ್ಟಿಯಿಂದ ನಗರ ನಿರ್ಮಿಸಿದರು. ಕೆರೆಗಳು, ಪೇಟೆಗಳು, ದೇವಾಲಯಗಳನ್ನು ನಿರ್ಮಿಸಿ ಬೆಂಗಳೂರು ಅಭಿವೃದ್ಧಿಗೆ ಅಡಿಪಾಯ ಹಾಕಿದರು. ಅವರ ಆಡಳಿತ ಸರ್ಕಾರಕ್ಕೆ ಪ್ರೇರಣೆ ಎಂದು ಮುಖ್ಯಮಂತ್ರಿ ಹೇಳಿದರು.	[196, 793, 412, 839]
tiger-box-minister	[176, 208, 386, 340]
police-kicker: ಇಲಾಖೆಯ ಶೇ.15 ಹುದ್ದೆ ಭರ್ತಿ: ಸಿಎಂ ಸಿದ್ದರಾಮಯ್ಯ	[306, 353, 596, 373]
capricorn-icon: ♑	[104, 799, 117, 815]
police-story	[196, 350, 706, 750]
libra-icon: ♎	[104, 559, 117, 575]
seva-col1	[400, 98, 570, 338]
section-title: ಕರ್ನಾಟಕ	[502, 8, 598, 46]
logo-text: ಹೊಸ ದಿಗಂತ	[86, 9, 170, 31]
gulikakala: ಗುಳಿಕಕಾಲ: 6.00-7.30	[61, 1054, 147, 1064]
hq-headline: ಪ್ರಧಾನ ಕಚೇರಿ ಇರುವ ಬೆಂಗಳೂರು ಆದ್ಯತೆ?	[634, 1136, 712, 1163]
issue-day: ಶನಿವಾರ	[876, 8, 905, 21]
divider-mid	[196, 758, 922, 759]
meter-body: ಜುಲೈ 1ರಿಂದ ಹೊಸ ವಿದ್ಯುತ್ ಸಂಪರ್ಕ ಪಡೆಯುವವರಿಗೆ ಸ್ಮಾರ್ಟ್ ಮೀಟರ್ ಅಳವಡಿಕೆ ಕಡ್ಡಾಯಗೊಳಿಸಲಾಗಿದೆ. ಬೆಸ್ಕಾಂ ವ್ಯಾಪ್ತಿಯ ಎಲ್ಲಾ ಗ್ರಾಹಕರಿಗೆ ಇದು ಅನ್ವಯವಾಗಲಿದೆ. ಪ್ರೀಪೇಯ್ಡ್ ಮಾದರಿಯಲ್ಲಿ ವಿದ್ಯುತ್ ಬಳಸುವ ಅವಕಾಶ ಗ್ರಾಹಕರಿಗೆ ಸಿಗಲಿದೆ. ತಾತ್ಕಾಲಿಕ ಸಂಪರ್ಕಗಳಿಗೂ ಸ್ಮಾರ್ಟ್ ಮೀಟರ್ ಅಳವಡಿಕೆ ಕಡ್ಡಾಯವಾಗಿದ್ದು, 150 ದಿನಗಳಲ್ಲಿ ಎಲ್ಲಾ ಮೀಟರ್ ಬದಲಾವಣೆ ಗುರಿ ಹೊಂದಲಾಗಿದೆ ಎಂದು ಅಧಿಕಾರಿಗಳು ತಿಳಿಸಿದ್ದಾರೆ.	[716, 629, 922, 693]
emc-body4: ರಾಜ್ಯ ಸರ್ಕಾರ ಎಚ್‌ಎಎಲ್ ಜತೆ ನಿರಂತರ ಸಂಪರ್ಕದಲ್ಲಿದ್ದು, ಅಗತ್ಯ ಭೂಮಿ ಮತ್ತು ಸೌಲಭ್ಯ ನೀಡಲು ಸಿದ್ಧವಿದೆ. ಬೆಂಗಳೂರು ಹೊರವಲಯದಲ್ಲಿ ಸೂಕ್ತ ಸ್ಥಳ ಗುರುತಿಸಲಾಗಿದೆ.	[228, 1307, 424, 1338]
sign-leo: ♌ ಸಿಂಹ ಅನಗತ್ಯ ಖರ್ಚು ನಿಯಂತ್ರಿಸಿ. ಹಿರಿಯರ ಆಶೀರ್ವಾದ. ಸ್ನೇಹಿತರ ಸಹಕಾರ.	[24, 879, 102, 945]
tungabhadra-col2	[414, 990, 626, 1090]
emc-body5: ರಾಜ್ಯದಲ್ಲಿ ವೈಮಾಂತರಿಕ್ಷ ಕ್ಷೇತ್ರಕ್ಕೆ ಪೂರಕ ವಾತಾವರಣವಿದೆ. ಘಟಕ ಸ್ಥಾಪನೆಗೆ ಎಲ್ಲಾ ಅನುಕೂಲ ಮಾಡಿಕೊಡುತ್ತೇವೆ ಎಂದು ಸಚಿವ ಎಂ.ಬಿ. ಪಾಟೀಲ್ ಭರವಸೆ ನೀಡಿದ್ದಾರೆ.	[428, 1271, 624, 1302]
horoscope-title: ದಿನ ಭವಿಷ್ಯ	[24, 530, 184, 552]
kidi-nudi-box	[28, 352, 180, 520]
bharat-story	[716, 350, 922, 596]
seva-subhead2: ಉತ್ತಮ ಸಾಧಕ ಘಟಕ ಪ್ರಶಸ್ತಿ	[744, 153, 827, 163]
sign-scorpio: ♏ ವೃಶ್ಚಿಕ ಮನಸ್ಸಿನ ಕಿರಿಕಿರಿ ದೂರ. ಕೆಲಸದಲ್ಲಿ ಪ್ರಗತಿ. ಹಣಕಾಸಿನ ವಿಷಯದಲ್ಲಿ ಜಾಗ್ರತೆ.	[104, 639, 182, 705]
emc-box-states	[228, 1166, 624, 1252]
tiger-story	[24, 62, 386, 340]
tiger-dateline: ಪುಟ 01ರಿಂದ	[24, 95, 80, 105]
registration-marks	[88, 1412, 888, 1420]
police-body3: ಸಮಾರಂಭದಲ್ಲಿ ಡಿಜಿಪಿ ಸೇರಿದಂತೆ ಹಿರಿಯ ಅಧಿಕಾರಿಗಳು ಉಪಸ್ಥಿತರಿದ್ದರು. ಉತ್ತಮ ಸೇವೆ ಸಲ್ಲಿಸಿದ ಅಧಿಕಾರಿಗಳಿಗೆ ಮುಖ್ಯಮಂತ್ರಿ ಪದಕ ನೀಡಿ ಗೌರವಿಸಲಾಯಿತು.	[376, 681, 706, 703]
kidi-label: ಕಿಡಿ	[96, 356, 112, 372]
